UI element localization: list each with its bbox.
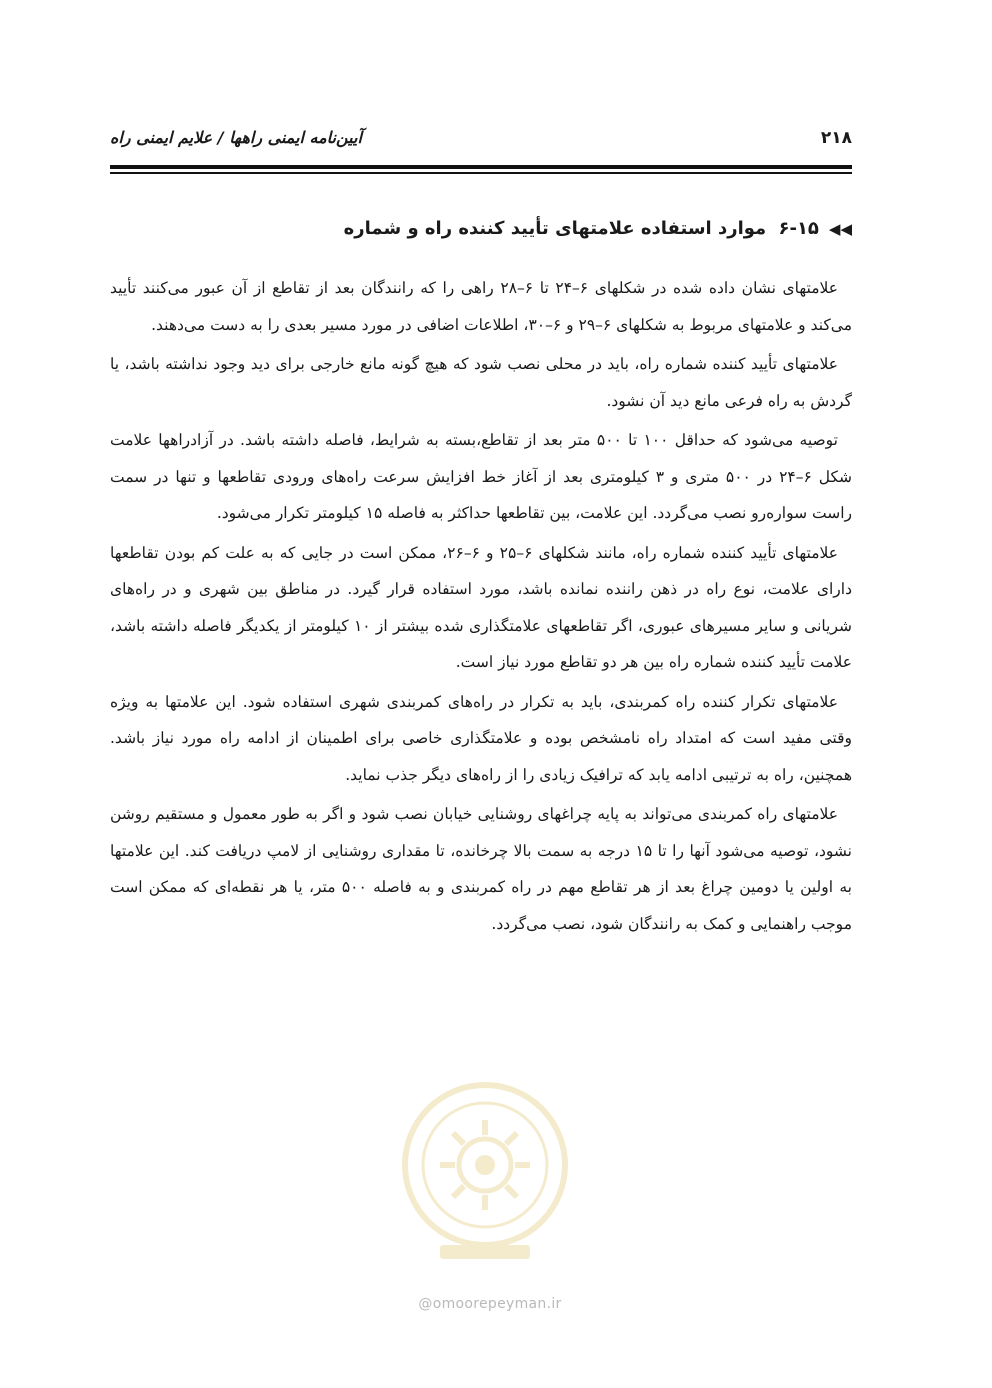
book-title: آیین‌نامه ایمنی راهها / علایم ایمنی راه — [110, 128, 362, 147]
paragraph: توصیه می‌شود که حداقل ۱۰۰ تا ۵۰۰ متر بعد از تقاطع،بسته به شرایط، فاصله داشته باشد. در آزادراهها علامت شکل ۶–۲۴ در ۵۰۰ متری و ۳ کیلومتری بعد از آغاز خط افزایش سرعت راه‌های ورودی تقاطعها و تنها در سمت راست سواره‌رو نصب می‌گردد. این علامت، بین تقاطعها حداکثر به فاصله ۱۵ کیلومتر تکرار می‌شود. — [110, 431, 852, 522]
paragraph: علامتهای تأیید کننده شماره راه، باید در محلی نصب شود که هیچ گونه مانع خارجی برای دید وجود نداشته باشد، یا گردش به راه فرعی مانع دید آن نشود. — [110, 355, 852, 410]
running-header — [110, 128, 852, 158]
section-heading — [110, 218, 852, 239]
watermark-text: @omoorepeyman.ir — [418, 1296, 562, 1312]
header-rule-thin — [110, 172, 852, 174]
section-number: ۶-۱۵ — [778, 218, 819, 239]
paragraph: علامتهای نشان داده شده در شکلهای ۶–۲۴ تا ۶–۲۸ راهی را که رانندگان بعد از تقاطع از آن عبور می‌کنند تأیید می‌کند و علامتهای مربوط به شکلهای ۶–۲۹ و ۶–۳۰، اطلاعات اضافی در مورد مسیر بعدی را به دست می‌دهند. — [110, 279, 852, 334]
paragraph: علامتهای تکرار کننده راه کمربندی، باید به تکرار در راه‌های کمربندی شهری استفاده شود. این علامتها به ویژه وقتی مفید است که امتداد راه نامشخص بوده و علامتگذاری خاصی برای اطمینان از ادامه راه مورد نیاز باشد. همچنین، راه به ترتیبی ادامه یابد که ترافیک زیادی را از راه‌های دیگر جذب نماید. — [110, 692, 852, 784]
page-number: ۲۱۸ — [820, 128, 852, 148]
header-rule-thick — [110, 165, 852, 169]
body-text — [110, 270, 852, 945]
paragraph: علامتهای تأیید کننده شماره راه، مانند شکلهای ۶–۲۵ و ۶–۲۶، ممکن است در جایی که به علت کم بودن تقاطعها دارای علامت، نوع راه در ذهن راننده نمانده باشد، مورد استفاده قرار گیرد. در مناطق بین شهری و در راه‌های شریانی و سایر مسیرهای عبوری، اگر تقاطعهای علامتگذاری شده بیشتر از ۱۰ کیلومتر از یکدیگر فاصله داشته باشد، علامت تأیید کننده شماره راه بین هر دو تقاطع مورد نیاز است. — [110, 543, 852, 671]
section-title: موارد استفاده علامتهای تأیید کننده راه و شماره — [343, 218, 767, 239]
paragraph: علامتهای راه کمربندی می‌تواند به پایه چراغهای روشنایی خیابان نصب شود و اگر به طور معمول و مستقیم روشن نشود، توصیه می‌شود آنها را تا ۱۵ درجه به سمت بالا چرخانده، تا مقداری روشنایی از لامپ دریافت کند. این علامتها به اولین یا دومین چراغ بعد از هر تقاطع مهم در راه کمربندی و به فاصله ۵۰۰ متر، یا هر نقطه‌ای که ممکن است موجب راهنمایی و کمک به رانندگان شود، نصب می‌گردد. — [110, 805, 852, 933]
heading-marker-icon: ◀◀ — [828, 220, 852, 238]
seal-icon — [400, 1080, 570, 1270]
